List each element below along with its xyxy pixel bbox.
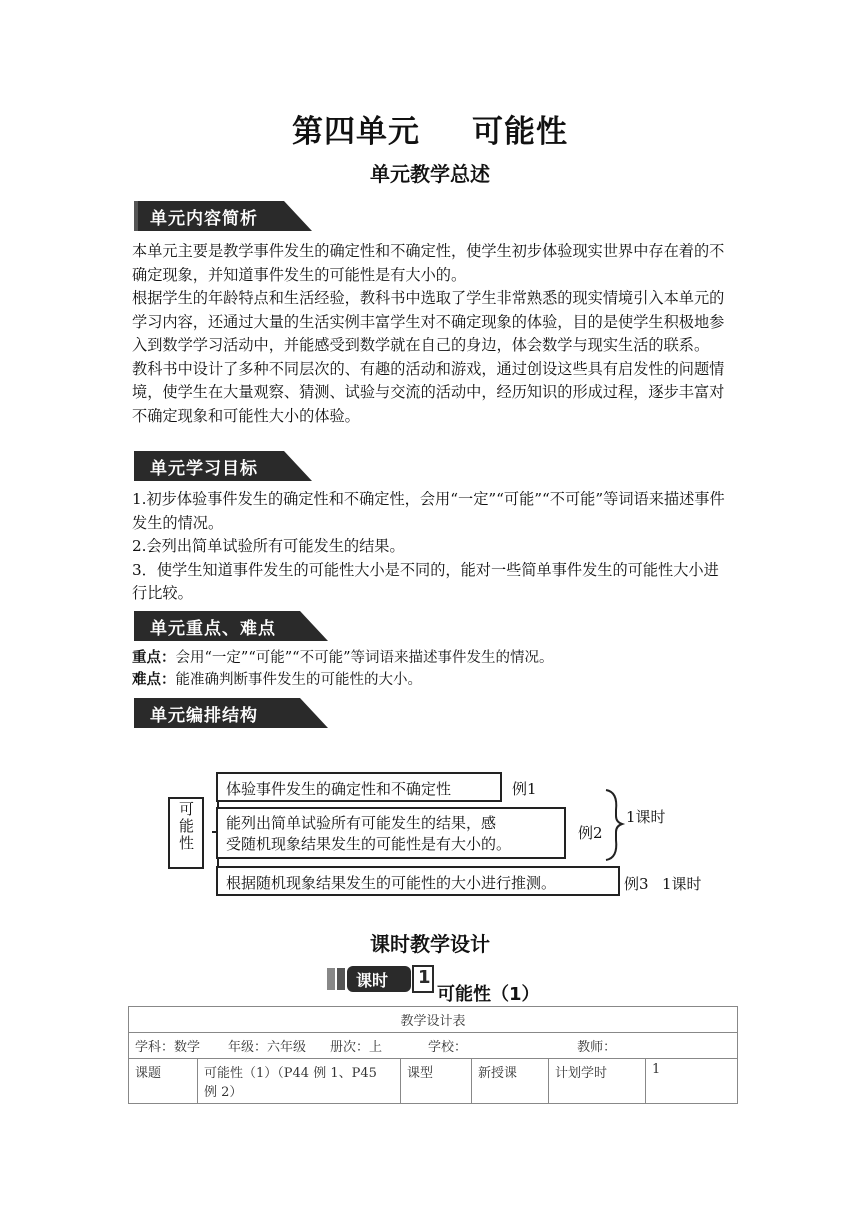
meta-teacher: 教师： <box>577 1040 617 1055</box>
table-meta <box>129 1033 738 1059</box>
branch-1-example: 例1 <box>512 780 537 798</box>
goal-item: 3．使学生知道事件发生的可能性大小是不同的，能对一些简单事件发生的可能性大小进行比较。 <box>132 560 719 602</box>
cell-topic-label: 课题 <box>129 1059 198 1104</box>
table-caption: 教学设计表 <box>129 1007 738 1033</box>
cell-type-label: 课型 <box>401 1059 472 1104</box>
branch-2-example: 例2 <box>578 824 603 842</box>
goal-item: 1.初步体验事件发生的确定性和不确定性，会用“一定”“可能”“不可能”等词语来描述事件发生的情况。 <box>132 490 725 532</box>
content-paragraph: 教科书中设计了多种不同层次的、有趣的活动和游戏，通过创设这些具有启发性的问题情境，使学生在大量观察、猜测、试验与交流的活动中，经历知识的形成过程，逐步丰富对不确定现象和可能性大小的体验。 <box>132 359 725 425</box>
section-heading-goals: 单元学习目标 <box>150 459 258 479</box>
content-paragraph: 根据学生的年龄特点和生活经验，教科书中选取了学生非常熟悉的现实情境引入本单元的学习内容，还通过大量的生活实例丰富学生对不确定现象的体验，目的是使学生积极地参入到数学学习活动中，并能感受到数学就在自己的身边，体会数学与现实生活的联系。 <box>132 289 725 354</box>
goals-list <box>132 488 732 606</box>
key-text: 会用“一定”“可能”“不可能”等词语来描述事件发生的情况。 <box>175 650 554 666</box>
diagram-root-label: 可能性 <box>177 801 195 852</box>
unit-title-left: 第四单元 <box>292 114 420 150</box>
diagram-branch-1 <box>216 772 502 802</box>
section-banner-structure <box>134 698 334 728</box>
lesson-design-table <box>128 1006 738 1104</box>
key-label: 重点： <box>132 650 176 666</box>
branch-3-hours: 1课时 <box>662 875 702 893</box>
lesson-badge <box>326 964 434 994</box>
lesson-badge-label: 课时 <box>356 971 389 990</box>
section-heading-structure: 单元编排结构 <box>150 706 258 726</box>
difficult-text: 能准确判断事件发生的可能性的大小。 <box>175 672 422 688</box>
branch-3-example: 例3 <box>624 875 649 893</box>
branch-2-text-line1: 能列出简单试验所有可能发生的结果，感 <box>226 814 497 832</box>
branch-2-text-line2: 受随机现象结果发生的可能性是有大小的。 <box>226 835 512 853</box>
lesson-design-heading: 课时教学设计 <box>370 932 490 956</box>
meta-grade: 年级：六年级 <box>228 1040 307 1055</box>
section-heading-content: 单元内容简析 <box>150 209 258 229</box>
meta-subject: 学科：数学 <box>135 1040 201 1055</box>
table-row <box>129 1033 738 1059</box>
meta-volume: 册次：上 <box>330 1040 383 1055</box>
diagram-branch-3 <box>216 866 620 896</box>
lesson-title: 可能性（1） <box>437 984 540 1005</box>
unit-title-right: 可能性 <box>472 114 568 150</box>
section-banner-goals <box>134 451 314 481</box>
goal-item: 2.会列出简单试验所有可能发生的结果。 <box>132 537 405 555</box>
content-paragraph: 本单元主要是教学事件发生的确定性和不确定性，使学生初步体验现实世界中存在着的不确定现象，并知道事件发生的可能性是有大小的。 <box>132 242 725 284</box>
table-row <box>129 1007 738 1033</box>
difficult-point-line <box>132 669 422 691</box>
branch-3-text: 根据随机现象结果发生的可能性的大小进行推测。 <box>226 874 557 892</box>
key-point-line <box>132 647 553 669</box>
brace-hours: 1课时 <box>626 808 666 826</box>
section-heading-keypoints: 单元重点、难点 <box>150 619 276 639</box>
unit-title <box>0 106 860 151</box>
lesson-badge-number: 1 <box>418 967 431 988</box>
branch-1-text: 体验事件发生的确定性和不确定性 <box>226 780 452 798</box>
diagram-root-box <box>168 797 204 869</box>
meta-school: 学校： <box>428 1040 468 1055</box>
cell-hours-label: 计划学时 <box>549 1059 646 1104</box>
cell-type-value: 新授课 <box>472 1059 549 1104</box>
cell-topic-value: 可能性（1）（P44 例 1、P45 例 2） <box>198 1059 401 1104</box>
section-banner-content <box>134 201 314 231</box>
section-banner-keypoints <box>134 611 334 641</box>
unit-subtitle: 单元教学总述 <box>370 162 490 186</box>
table-row <box>129 1059 738 1104</box>
content-paragraphs <box>132 240 732 428</box>
difficult-label: 难点： <box>132 672 176 688</box>
cell-hours-value: 1 <box>646 1059 738 1104</box>
diagram-branch-2 <box>216 807 566 859</box>
